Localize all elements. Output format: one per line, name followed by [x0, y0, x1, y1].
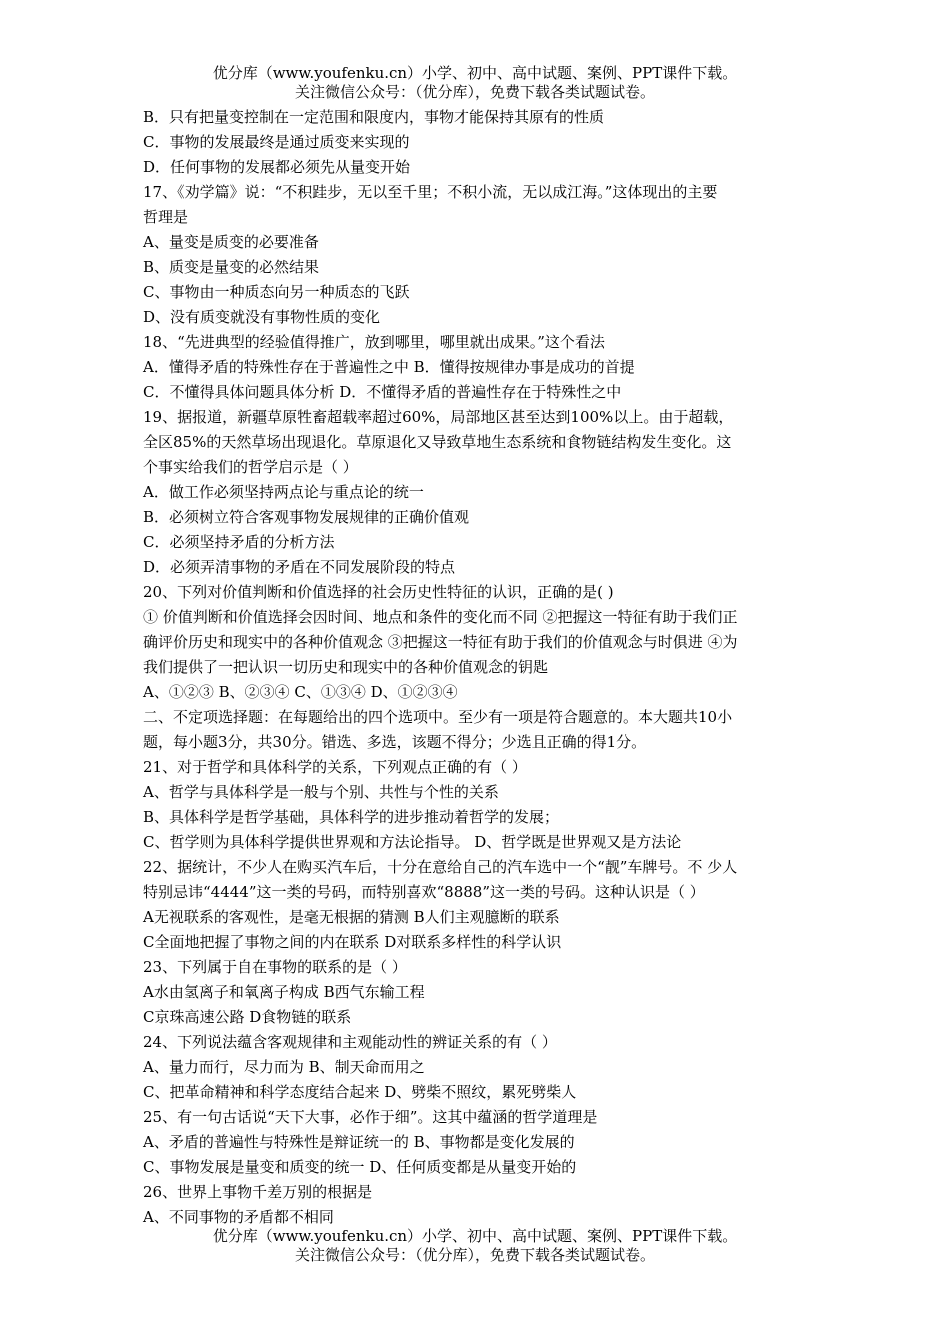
option-line: C．必须坚持矛盾的分析方法 — [143, 533, 335, 551]
header-line-2: 关注微信公众号：（优分库），免费下载各类试题试卷。 — [294, 83, 655, 101]
option-line: A．懂得矛盾的特殊性存在于普遍性之中 B．懂得按规律办事是成功的首提 — [143, 358, 635, 376]
text-line: 确评价历史和现实中的各种价值观念 ③把握这一特征有助于我们的价值观念与时俱进 ④为 — [143, 633, 738, 651]
text-line: D．任何事物的发展都必须先从量变开始 — [143, 158, 411, 176]
question-17-stem: 17、《劝学篇》说：“不积跬步，无以至千里；不积小流，无以成江海。”这体现出的主要 — [143, 183, 718, 201]
text-line: 个事实给我们的哲学启示是（ ） — [143, 458, 358, 476]
page-footer — [0, 1227, 950, 1265]
option-line: B．必须树立符合客观事物发展规律的正确价值观 — [143, 508, 470, 526]
text-line: B．只有把量变控制在一定范围和限度内，事物才能保持其原有的性质 — [143, 108, 605, 126]
question-20-stem: 20、下列对价值判断和价值选择的社会历史性特征的认识，正确的是( ) — [143, 583, 614, 601]
text-line: 题，每小题3分，共30分。错选、多选，该题不得分；少选且正确的得1分。 — [143, 733, 647, 751]
option-line: C、事物发展是量变和质变的统一 D、任何质变都是从量变开始的 — [143, 1158, 577, 1176]
option-line: C、哲学则为具体科学提供世界观和方法论指导。 D、哲学既是世界观又是方法论 — [143, 833, 682, 851]
option-line: A水由氢离子和氧离子构成 B西气东输工程 — [143, 983, 425, 1001]
text-line: 全区85%的天然草场出现退化。草原退化又导致草地生态系统和食物链结构发生变化。这 — [143, 433, 732, 451]
option-line: C全面地把握了事物之间的内在联系 D对联系多样性的科学认识 — [143, 933, 562, 951]
option-line: C京珠高速公路 D食物链的联系 — [143, 1008, 352, 1026]
page-header — [0, 64, 950, 102]
option-line: A、①②③ B、②③④ C、①③④ D、①②③④ — [143, 683, 458, 701]
question-25-stem: 25、有一句古话说“天下大事，必作于细”。这其中蕴涵的哲学道理是 — [143, 1108, 598, 1126]
option-line: B、具体科学是哲学基础，具体科学的进步推动着哲学的发展； — [143, 808, 560, 826]
option-line: A、不同事物的矛盾都不相同 — [143, 1208, 334, 1226]
section-2-heading: 二、不定项选择题：在每题给出的四个选项中。至少有一项是符合题意的。本大题共10小 — [143, 708, 733, 726]
question-22-stem: 22、据统计，不少人在购买汽车后，十分在意给自己的汽车选中一个“靓”车牌号。不 少人 — [143, 858, 738, 876]
question-24-stem: 24、下列说法蕴含客观规律和主观能动性的辨证关系的有（ ） — [143, 1033, 557, 1051]
option-line: A．做工作必须坚持两点论与重点论的统一 — [143, 483, 424, 501]
option-line: B、质变是量变的必然结果 — [143, 258, 320, 276]
option-line: A、量力而行，尽力而为 B、制天命而用之 — [143, 1058, 425, 1076]
option-line: A无视联系的客观性，是毫无根据的猜测 B人们主观臆断的联系 — [143, 908, 560, 926]
option-line: A、量变是质变的必要准备 — [143, 233, 319, 251]
option-line: C．不懂得具体问题具体分析 D．不懂得矛盾的普遍性存在于特殊性之中 — [143, 383, 622, 401]
question-26-stem: 26、世界上事物千差万别的根据是 — [143, 1183, 373, 1201]
text-line: 特别忌讳“4444”这一类的号码，而特别喜欢“8888”这一类的号码。这种认识是（ ） — [143, 883, 705, 901]
header-line-1: 优分库（www.youfenku.cn）小学、初中、高中试题、案例、PPT课件下载。 — [212, 64, 738, 82]
option-line: C、事物由一种质态向另一种质态的飞跃 — [143, 283, 410, 301]
question-18-stem: 18、“先进典型的经验值得推广，放到哪里，哪里就出成果。”这个看法 — [143, 333, 605, 351]
question-19-stem: 19、据报道，新疆草原牲畜超载率超过60%，局部地区甚至达到100%以上。由于超载， — [143, 408, 734, 426]
option-line: C、把革命精神和科学态度结合起来 D、劈柴不照纹，累死劈柴人 — [143, 1083, 577, 1101]
question-21-stem: 21、对于哲学和具体科学的关系，下列观点正确的有（ ） — [143, 758, 527, 776]
option-line: D、没有质变就没有事物性质的变化 — [143, 308, 381, 326]
text-line: 哲理是 — [143, 208, 189, 226]
text-line: ① 价值判断和价值选择会因时间、地点和条件的变化而不同 ②把握这一特征有助于我们正 — [143, 608, 738, 626]
option-line: A、矛盾的普遍性与特殊性是辩证统一的 B、事物都是变化发展的 — [143, 1133, 575, 1151]
document-body — [143, 105, 813, 1230]
text-line: 我们提供了一把认识一切历史和现实中的各种价值观念的钥匙 — [143, 658, 549, 676]
question-23-stem: 23、下列属于自在事物的联系的是（ ） — [143, 958, 407, 976]
footer-line-1: 优分库（www.youfenku.cn）小学、初中、高中试题、案例、PPT课件下载。 — [212, 1227, 738, 1245]
text-line: C．事物的发展最终是通过质变来实现的 — [143, 133, 410, 151]
option-line: D．必须弄清事物的矛盾在不同发展阶段的特点 — [143, 558, 456, 576]
footer-line-2: 关注微信公众号：（优分库），免费下载各类试题试卷。 — [294, 1246, 655, 1264]
option-line: A、哲学与具体科学是一般与个别、共性与个性的关系 — [143, 783, 499, 801]
